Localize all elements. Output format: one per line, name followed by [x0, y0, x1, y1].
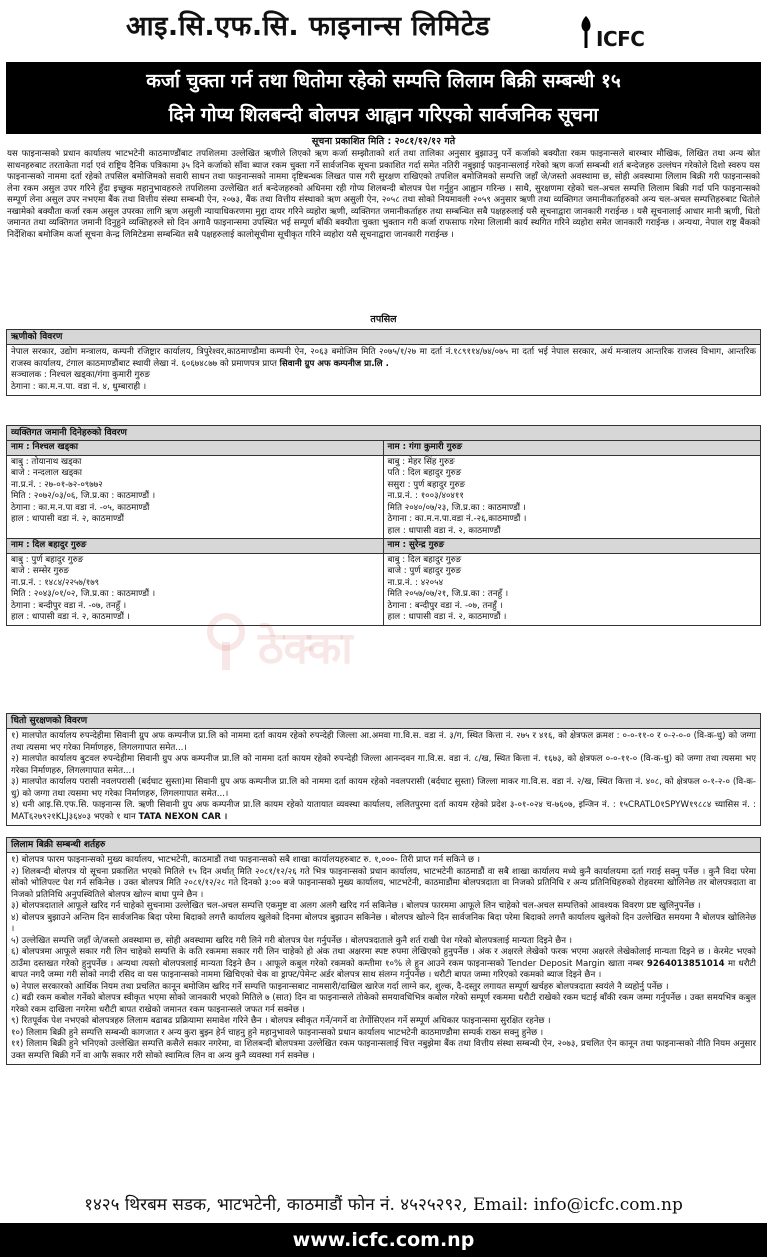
guarantors-row-2 — [7, 538, 760, 625]
term-item: १) बोलपत्र फारम फाइनान्सको मुख्य कार्यालय, भाटभटेनी, काठमाडौं तथा फाइनान्सको सबै शाखा कार्यालयहरुबाट रु. १,०००- तिरी प्राप्त गर्न सकिने छ । — [11, 855, 480, 866]
borrower-company-name: सिवानी ग्रुप अफ कम्पनीज प्रा.लि . — [279, 358, 389, 369]
collateral-heading: धितो सुरक्षणको विवरण — [7, 714, 760, 729]
guarantor-detail: मिति २०५७/०७/२१, जि.प्र.का : तनहुँ । — [387, 589, 509, 600]
guarantor-detail: बाजे : पुर्ण बहादुर गुरुङ — [387, 566, 462, 577]
guarantor-name: नाम : गंगा कुमारी गुरुङ — [384, 441, 761, 456]
borrower-section — [6, 329, 761, 396]
collateral-item: १) मालपोत कार्यालय रुपन्देहीमा सिवानी ग्रुप अफ कम्पनीज प्रा.लि को नाममा दर्ता कायम रहेको रुपन्देही जिल्ला आ.अमवा गा.वि.स. वडा नं. ३/ग, स्थित कित्ता नं. २७५ र ४१६, को क्षेत्रफल क्रमश : ०-०-११-० र ०-२-०-० (वि-क-धु) को जग्गा तथा त्यसमा भए गरेका निर्माणहरु, लिगलगापात समेत...। — [11, 731, 756, 753]
term-item: ५) उल्लेखित सम्पत्ति जहाँ जे/जस्तो अवस्थामा छ, सोही अवस्थामा खरिद गरी लिने गरी बोलपत्र पेश गर्नुपर्नेछ । बोलपत्रदाताले कुनै शर्त राखी पेश गरेको बोलपत्रलाई मान्यता दिइने छैन । — [11, 935, 572, 946]
guarantor-detail: हाल : धापासी वडा नं. २, काठमाण्डौं । — [11, 612, 130, 623]
borrower-text: नेपाल सरकार, उद्योग मन्त्रालय, कम्पनी रजिष्ट्रार कार्यालय, त्रिपुरेश्वर,काठमाण्डौमा कम्पनी ऐन, २०६३ बमोजिम मिति २०७५/१/२७ मा दर्ता नं.१८९११४/७४/०७५ मा दर्ता भई नेपाल सरकार, अर्थ मन्त्रालय आन्तरिक राजस्व विभाग, आन्तरिक राजस्व कार्यालय, टंगाल काठमाण्डौंबाट स्थायी लेखा नं. ६०६७४८७७ को प्रमाणपत्र प्राप्त — [11, 347, 756, 369]
guarantor-detail: बाबु : मेहर सिंह गुरुङ — [387, 456, 455, 467]
terms-section — [6, 837, 761, 1065]
term-item-text: ६) बोलपत्रमा आफूले सकार गरी लिन चाहेको सम्पत्ति के कति रकममा सकार गरी लिन चाहेको हो अंक तथा अक्षरमा स्पष्ट रुपमा लेखिएको हुनुपर्नेछ । अंक र अक्षरले लेखेको फरक भएमा अक्षरले लेखेकोलाई मान्यता दिइने छ । केरमेट भएको ठाउँमा दस्तखत गरेको हुनुपर्नेछ । अन्यथा त्यस्तो बोलपत्रलाई मान्यता दिइने छैन । आफूले कबुल गरेको रकमको कम्तीमा १०% ले हुन आउने रकम फाइनान्सको — [11, 947, 756, 969]
term-item: २) शिलबन्दी बोलपत्र यो सूचना प्रकाशित भएको मितिले १५ दिन अर्थात् मिति २०८१/१२/२६ गते भित्र फाइनान्सको प्रधान कार्यालय, भाटभटेनी काठमाडौं वा सबै शाखा कार्यालय मध्ये कुनै कार्यालयमा दर्ता गराई सक्नु पर्नेछ । कुनै विदा परेमा सोको भोलिपल्ट पेश गर्न सकिनेछ । उक्त बोलपत्र मिति २०८१/१२/२८ गते दिनको ३:०० बजे फाइनान्सको मुख्य कार्यालय, भाटभटेनी, काठमाडौंमा बोलपत्रदाता वा निजको प्रतिनिधि र अन्य प्रतिनिधिहरुको रोहवरमा खोलिनेछ तर बोलपत्रदाता वा निजको प्रतिनिधि अनुपस्थितिले बोलपत्र खोल्न बाधा पुग्ने छैन । — [11, 866, 756, 900]
guarantor-detail: ठेगाना : का.म.न.पा.वडा नं.-२६,काठमाण्डौं । — [387, 514, 527, 525]
details-heading: तपसिल — [370, 314, 397, 325]
guarantor-detail: बाबु : पुर्ण बहादुर गुरुङ — [11, 554, 84, 565]
guarantor-detail: बाबु : दिल बहादुर गुरुङ — [387, 554, 462, 565]
footer-address: १४२५ थिरबम सडक, भाटभटेनी, काठमाडौं फोन नं. ४५२५२९२, — [84, 1195, 468, 1215]
guarantor-detail: ना.प्र.नं. : ४२०५४ — [387, 577, 444, 588]
collateral-item — [11, 800, 756, 823]
guarantor-detail: ठेगाना : का.म.न.पा वडा नं. -०५, काठमाण्डौं — [11, 502, 150, 513]
icfc-logo-icon — [578, 14, 594, 50]
collateral-item: २) मालपोत कार्यालय बुटवल रुपन्देहीमा सिवानी ग्रुप अफ कम्पनीज प्रा.लि को नाममा दर्ता कायम रहेको रुपन्देही जिल्ला आनन्दवन गा.वि.स. वडा नं. ८/ख, स्थित कित्ता नं. १६७३, को क्षेत्रफल ०-०-११-० (वि-क-धु) को जग्गा तथा त्यसमा भए गरेका निर्माणहरु, लिगलगापात समेत...। — [11, 754, 756, 776]
footer-address-line — [0, 1194, 767, 1217]
term-item: ३) बोलपत्रदाताले आफूले खरिद गर्न चाहेको सुचनामा उल्लेखित चल-अचल सम्पत्ति एकमुष्ट वा अलग अलगै खरिद गर्न सकिनेछ । बोलपत्र फारममा आफूले लिन चाहेको चल-अचल सम्पत्तिको आवश्यक विवरण प्रष्ट खुलिनुपर्नेछ । — [11, 901, 701, 912]
publish-date: सूचना प्रकाशित मिति : २०८१/१२/१२ गते — [311, 136, 456, 147]
notice-title-line-1: कर्जा चुक्ता गर्न तथा धितोमा रहेको सम्पत्ति लिलाम बिक्री सम्बन्धी १५ — [146, 70, 621, 92]
notice-title-banner — [6, 62, 761, 134]
term-item: ९) रितपूर्वक पेश नभएको बोलपत्रहरु लिलाम बढाबढ प्रक्रियामा समावेश गरिने छैन । बोलपत्र स्वीकृत गर्ने/नगर्ने वा तेर्गोसिएशन गर्ने सम्पूर्ण अधिकार फाइनान्समा सुरक्षित रहनेछ । — [11, 1016, 551, 1027]
masthead — [0, 0, 767, 58]
footer-email[interactable]: Email: info@icfc.com.np — [473, 1195, 683, 1215]
borrower-address: ठेगाना : का.म.न.पा. वडा नं. ४, धुम्बाराही । — [11, 381, 147, 392]
guarantor-detail: बाजे : नन्दलाल खड्का — [11, 468, 82, 479]
guarantor-card — [7, 441, 384, 538]
guarantor-detail: हाल : धापासी वडा नं. २, काठमाण्डौं — [387, 525, 501, 536]
collateral-section — [6, 713, 761, 826]
intro-paragraph: यस फाइनान्सको प्रधान कार्यालय भाटभटेनी काठमाण्डौंबाट तपशिलमा उल्लेखित ऋणीले लिएको ऋण कर्जा सम्झौताको शर्त तथा तालिका अनुसार बुझाउनु पर्ने कर्जाको बक्यौता रकम फाइनान्सले बारम्बार मौखिक, लिखित तथा अन्य स्रोत साधनहरुबाट तरताकेता गर्दा एवं राष्ट्रिय दैनिक पत्रिकामा ३५ दिने कर्जाको साँवा ब्याज रकम चुक्ता गर्ने सार्वजनिक सूचना प्रकाशित गर्दा समेत नतिरी नबुझाई फाइनान्सलाई गरेको ऋण कर्जा सम्बन्धी शर्त बन्देजहरु उल्लंघन गरेकोले दिशो स्वरुप यस फाइनान्सको नाममा दर्ता रहेको तपसिल बमोजिमको सवारी साधन तथा फाइनान्सको नाममा दृष्टिबन्धक लिखत पास गरी सुरक्षण राखिएको तपशिल बमोजिमको सम्पत्ति जहाँ जे/जस्तो अवस्थामा छ, सोही अवस्थामा लिलाम बिक्री गरी फाइनान्सको लेना रकम असुल उपर गरिने हुँदा इच्छुक महानुभावहरुले तपशिलमा उल्लेखित शर्त बन्देजहरुको अधिनमा रही गोप्य शिलबन्दी बोलपत्र पेश गर्नुहुन आह्वान गरिन्छ । साथै, सुरक्षणमा रहेको चल-अचल सम्पत्ति लिलाम बिक्री गर्दा पनि फाइनान्सको सम्पूर्ण लेना असुल उपर नभएमा बैंक तथा वित्तीय संस्था सम्बन्धी ऐन, २०७३, बैंक तथा वित्तीय संस्थाको ऋण असुली ऐन, २०५८ तथा सोको नियमावली २०५९ अनुसार ऋणी तथा व्यक्तिगत जमानीकर्ताहरुको अन्य चल-अचल सम्पत्तिहरुबाट धितोले नखामेको बक्यौता कर्जा रकम असुल उपरका लागि ऋण असुली न्यायाधिकरणमा मुद्दा दायर गरिने व्यहोरा ऋणी, व्यक्तिगत जमानीकर्ताहरु तथा सम्बन्धित सबै पक्षहरुलाई यसै सूचनाद्वारा जानकारी गराईन्छ । यसै सूचनालाई आधार मानी ऋणी, धितो जमानत तथा व्यक्तिगत जमानी दिनुहुने व्यक्तिहरुले सो दिन अगावै फाइनान्समा उपस्थित भई सम्पूर्ण बाँकी बक्यौता चुक्ता भुक्तान गरी कर्जा राफसाफ गरेमा लिलामी कार्य स्थगित गरिने व्यहोरा समेत जानकारी गराईन्छ । अन्यथा, नेपाल राष्ट्र बैंकको निर्देशिका बमोजिम कर्जा सूचना केन्द्र लिमिटेडमा सम्बन्धित सबै पक्षहरुलाई कालोसूचीमा सूचीकृत गरिने व्यहोरा यसै सूचनाद्वारा जानकारी गराईन्छ । — [7, 149, 760, 240]
term-item: ७) नेपाल सरकारको आर्थिक नियम तथा प्रचलित कानून बमोजिम खरिद गर्ने सम्पत्ति फाइनान्सबाट नामसारी/दाखिल खारेज गर्दा लाग्ने कर, शुल्क, दै-दस्तुर लगायत सम्पूर्ण खर्चहरु बोलपत्रदाता स्वयंले नै व्यहोर्नु पर्नेछ । — [11, 981, 669, 992]
guarantor-name: नाम : दिल बहादुर गुरुङ — [7, 539, 383, 554]
collateral-list — [11, 731, 756, 823]
borrower-description — [11, 347, 756, 370]
collateral-vehicle: TATA NEXON CAR । — [138, 811, 228, 822]
guarantor-detail: पति : दिल बहादुर गुरुङ — [387, 468, 462, 479]
guarantor-detail: मिति २०४०/०७/२३, जि.प्र.का : काठमाण्डौं । — [387, 502, 526, 513]
term-item-continued: सोको नगदी रसिद वा यस फाइनान्सको नाममा खिचिएको चेक वा ड्राफ्ट/पेमेन्ट अर्डर बोलपत्र साथ संलग्न गर्नुपर्नेछ । धरौटी बापत जम्मा गरिएको रकमको ब्याज दिइने छैन । — [79, 970, 602, 981]
notice-title-line-2: दिने गोप्य शिलबन्दी बोलपत्र आह्वान गरिएको सार्वजनिक सूचना — [168, 104, 599, 126]
watermark-icon — [198, 612, 254, 672]
guarantor-detail: ना.प्र.नं. : २७-०१-७२-०९७७२ — [11, 479, 103, 490]
guarantors-heading: व्यक्तिगत जमानी दिनेहरुको विवरण — [7, 426, 760, 441]
borrower-heading: ऋणीको विवरण — [7, 330, 760, 345]
guarantor-detail: बाजे : सम्सेर गुरुङ — [11, 566, 69, 577]
guarantors-section — [6, 425, 761, 626]
guarantor-card — [384, 539, 761, 625]
term-item — [11, 947, 756, 982]
deposit-tail: मा धरौटी बापत नगदै जम्मा गरी — [11, 958, 756, 981]
guarantor-detail: हाल : धापासी वडा नं. २, काठमाण्डौं — [11, 514, 124, 525]
deposit-text: खाता नम्बर — [608, 958, 644, 969]
guarantor-detail: ना.प्र.नं. : १४८४/२२५७/१७९ — [11, 577, 100, 588]
footer-website[interactable]: www.icfc.com.np — [0, 1223, 767, 1257]
guarantor-detail: मिति : २०७२/०३/०६, जि.प्र.का : काठमाण्डौं । — [11, 491, 156, 502]
watermark — [198, 612, 353, 682]
deposit-label: Tender Deposit Margin — [507, 958, 605, 969]
guarantor-name: नाम : सुरेन्द्र गुरुङ — [384, 539, 761, 554]
guarantor-detail: मिति : २०४३/०१/०२, जि.प्र.का : काठमाण्डौं । — [11, 589, 156, 600]
guarantor-detail: बाबु : तोयानाथ खड्का — [11, 456, 82, 467]
term-item: ८) बढी रकम कबोल गर्नेको बोलपत्र स्वीकृत भएमा सोको जानकारी भएको मितिले ७ (सात) दिन वा फाइनान्सले तोकेको समयावधिभित्र कबोल गरेको सम्पूर्ण रकममा धरौटी राखेको रकम घटाई बाँकी रकम जम्मा गर्नुपर्नेछ । उक्त समयभित्र कबुल गरेको रकम दाखिला नगरेमा धरौटी बापत राखेको जमानत रकम फाइनान्सले जफत गर्न सक्नेछ । — [11, 993, 756, 1015]
watermark-text: ठेक्का — [258, 623, 353, 674]
guarantor-detail: ठेगाना : बन्दीपुर वडा नं. -०७, तनहुँ । — [387, 600, 503, 611]
terms-heading: लिलाम बिक्री सम्बन्धी शर्तहरु — [7, 838, 760, 853]
deposit-account-number: 9264013851014 — [646, 958, 725, 969]
term-item: १०) लिलाम बिक्री हुने सम्पत्ति सम्बन्धी कागजात र अन्य कुरा बुझ्न हेर्न चाहनु हुने महानुभावले फाइनान्सको प्रधान कार्यालय भाटभटेनी काठमाण्डौमा सम्पर्क राख्न सक्नु हुनेछ । — [11, 1027, 544, 1038]
logo-text: ICFC — [596, 27, 645, 51]
guarantor-detail: ससुरा : पुर्ण बहादुर गुरुङ — [387, 479, 466, 490]
borrower-body — [7, 345, 760, 395]
guarantor-detail: हाल : धापासी वडा नं. २, काठमाण्डौं । — [387, 612, 507, 623]
collateral-item: ३) मालपोत कार्यालय परासी नवलपरासी (बर्दघाट सुस्ता)मा सिवानी ग्रुप अफ कम्पनीज प्रा.लि को नाममा दर्ता कायम रहेको नवलपरासी (बर्दघाट सुस्ता) जिल्ला माकर गा.वि.स. वडा नं. २/ख, स्थित कित्ता नं. ४०८, को क्षेत्रफल ०-१-२-० (वि-क-धु) को जग्गा तथा त्यसमा भए गरेका निर्माणहरु, लिगलगापात समेत...। — [11, 777, 756, 799]
guarantor-detail: ठेगाना : बन्दीपुर वडा नं. -०७, तनहुँ । — [11, 600, 127, 611]
company-logo — [574, 14, 644, 50]
guarantor-name: नाम : निश्चल खड्का — [7, 441, 383, 456]
guarantor-detail: ना.प्र.नं. : १००३/४०४११ — [387, 491, 464, 502]
term-item: ११) लिलाम बिक्री हुने भनिएको उल्लेखित सम्पत्ति कसैले सकार नगरेमा, वा शिलबन्दी बोलपत्रमा उल्लेखित रकम फाइनान्सलाई चित्त नबुझेमा बैंक तथा वित्तीय संस्था सम्बन्धी ऐन, २०७३, प्रचलित ऐन कानून तथा फाइनान्सको नीति नियम अनुसार उक्त सम्पत्ति बिक्री गर्ने वा आफै सकार गरी सोको स्वामित्व लिन वा अन्य कुनै व्यवस्था गर्न सक्नेछ । — [11, 1039, 756, 1061]
guarantor-card — [384, 441, 761, 538]
company-name: आइ.सि.एफ.सि. फाइनान्स लिमिटेड — [126, 11, 490, 42]
borrower-director: सञ्चालक : निश्चल खड्का/गंगा कुमारी गुरुङ — [11, 370, 150, 381]
terms-list — [11, 855, 756, 1062]
collateral-item-text: ४) धनी आइ.सि.एफ.सि. फाइनान्स लि. ऋणी सिवानी ग्रुप अफ कम्पनीज प्रा.लि कायम रहेको यातायात व्यवस्था कार्यालय, ललितपुरमा दर्ता कायम रहेको प्रदेश ३-०१-०२४ च-७६०७, इन्जिन नं. : १५CRATL0१SPYW१९८८४ च्यासिस नं. : MAT६२७९२१KLJ३६४०३ भएको १ थान — [11, 800, 756, 822]
guarantors-row-1 — [7, 441, 760, 538]
term-item: ४) बोलपत्र बुझाउने अन्तिम दिन सार्वजनिक बिदा परेमा बिदाको लगत्तै कार्यालय खुलेको दिनमा बोलपत्र बुझाउन सकिनेछ । बोलपत्र खोल्ने दिन सार्वजनिक बिदा परेमा बिदाको लगत्तै कार्यालय खुलेको दिन उल्लेखित समयमा नै बोलपत्र खोलिनेछ । — [11, 912, 756, 935]
